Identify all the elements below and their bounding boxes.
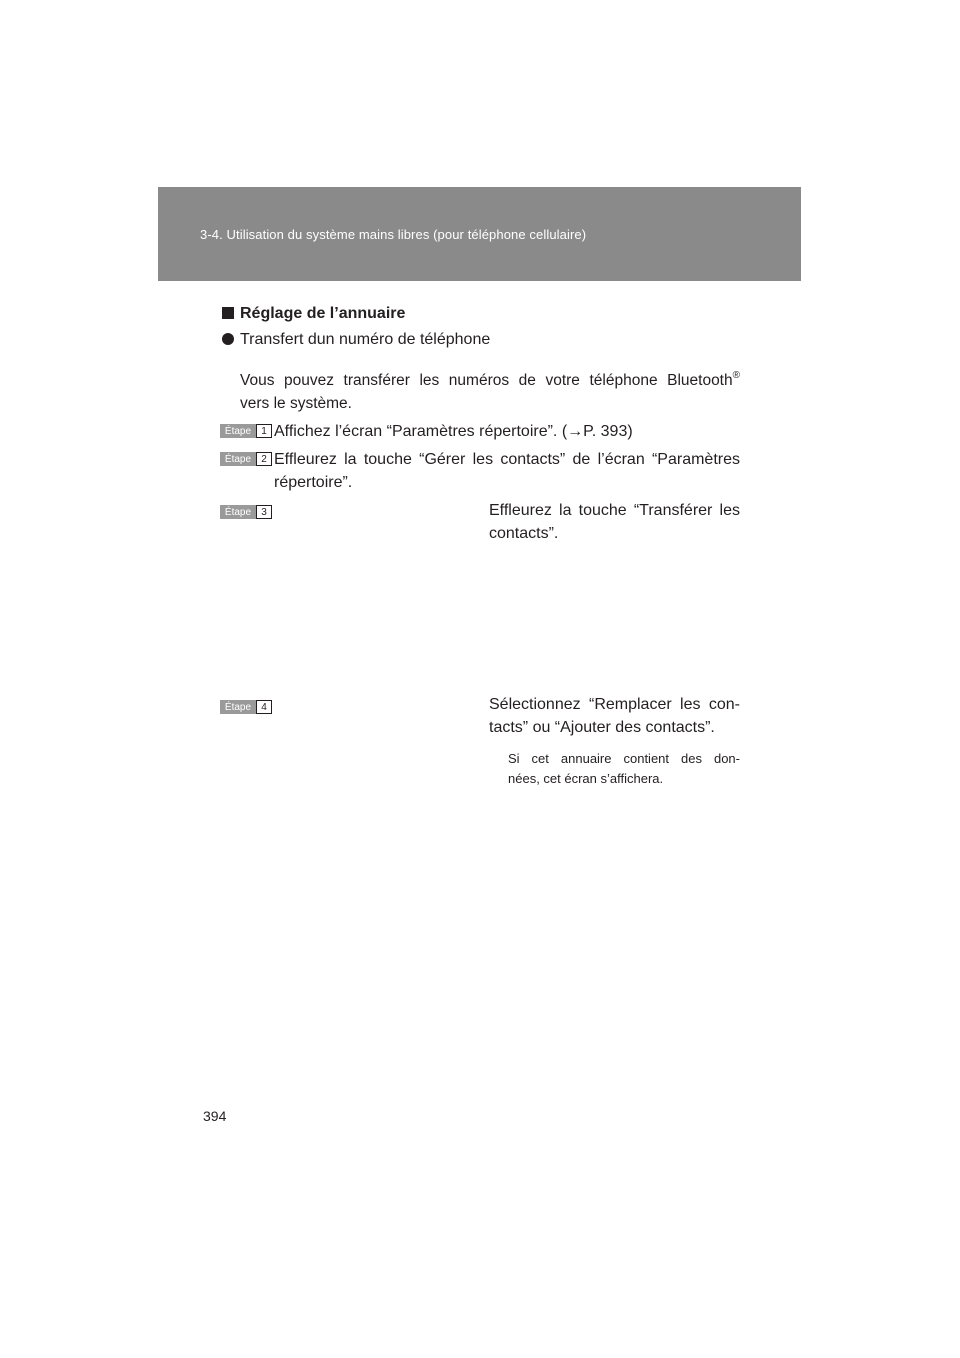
page-number: 394 [203,1108,227,1124]
registered-mark: ® [732,370,740,381]
step-4-line-1: Sélectionnez “Remplacer les con- [489,696,740,713]
chapter-header [158,187,801,281]
circle-bullet-icon [222,333,234,345]
step-label: Étape [220,700,256,714]
step-3-text [489,499,740,545]
chapter-title: 3-4. Utilisation du système mains libres (pour téléphone cellulaire) [200,227,587,242]
step-3-line-2: contacts”. [489,525,559,542]
step-4-note [508,749,740,789]
step-badge-1 [220,424,272,438]
note-line-1: Si cet annuaire contient des don- [508,751,740,766]
step-4-text [489,693,740,739]
step-badge-4 [220,700,272,714]
section-title [222,305,405,323]
step-number: 1 [256,424,272,438]
step-label: Étape [220,452,256,466]
intro-line-1: Vous pouvez transférer les numéros de votre téléphone Bluetooth [240,372,733,389]
step-2-line-2: répertoire”. [274,474,353,491]
intro-line-2: vers le système. [240,395,352,412]
step-1-text: Affichez l’écran “Paramètres répertoire”. (→P. 393) [274,423,633,440]
step-number: 3 [256,505,272,519]
step-badge-2 [220,452,272,466]
step-2-line-1: Effleurez la touche “Gérer les contacts” de l’écran “Paramètres [274,451,740,468]
step-4-line-2: tacts” ou “Ajouter des contacts”. [489,719,715,736]
intro-paragraph [240,364,740,415]
section-title-text: Réglage de l’annuaire [240,305,406,322]
square-bullet-icon [222,307,234,319]
step-label: Étape [220,505,256,519]
step-label: Étape [220,424,256,438]
subsection-bullet [222,331,490,349]
step-number: 2 [256,452,272,466]
step-number: 4 [256,700,272,714]
step-badge-3 [220,505,272,519]
step-2-text [274,448,740,494]
step-3-line-1: Effleurez la touche “Transférer les [489,502,740,519]
note-line-2: nées, cet écran s’affichera. [508,771,664,786]
subsection-text: Transfert dun numéro de téléphone [240,331,491,348]
